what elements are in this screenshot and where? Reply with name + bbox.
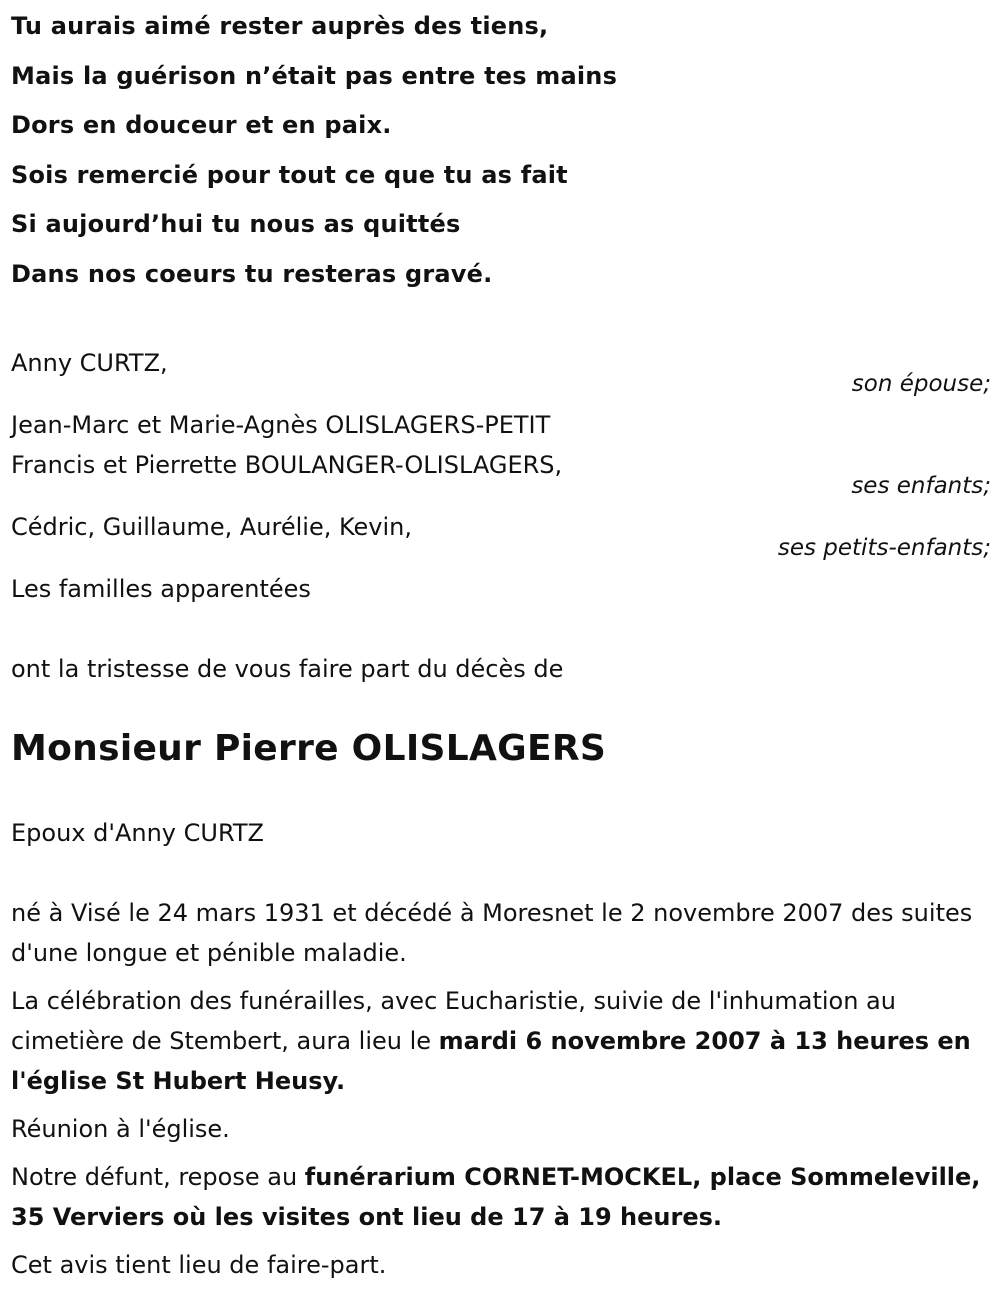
poem-line: Si aujourd’hui tu nous as quittés: [11, 210, 461, 239]
child-line: Jean-Marc et Marie-Agnès OLISLAGERS-PETIT: [11, 410, 551, 439]
repose-details: funérarium CORNET-MOCKEL, place Sommeleville, 35 Verviers où les visites ont lieu de 17 à 19 heures.: [11, 1162, 981, 1231]
repose-text: Notre défunt, repose au: [11, 1162, 305, 1191]
poem-line: Sois remercié pour tout ce que tu as fait: [11, 160, 568, 189]
spouse-line: Epoux d'Anny CURTZ: [11, 818, 264, 847]
poem-line: Tu aurais aimé rester auprès des tiens,: [11, 12, 549, 40]
deceased-name: Monsieur Pierre OLISLAGERS: [11, 727, 607, 769]
funeral-text: La célébration des funérailles, avec Eucharistie, suivie de l'inhumation au cimetière de Stembert, aura lieu le: [11, 986, 896, 1055]
meeting-paragraph: Réunion à l'église.: [11, 1114, 230, 1143]
grandchildren-role: ses petits-enfants;: [777, 534, 991, 561]
obituary-notice: [11, 0, 991, 1285]
spouse-name: Anny CURTZ,: [11, 348, 168, 377]
poem: [11, 0, 991, 300]
poem-line: Dans nos coeurs tu resteras gravé.: [11, 259, 493, 288]
child-line: Francis et Pierrette BOULANGER-OLISLAGERS,: [11, 450, 563, 479]
poem-line: Dors en douceur et en paix.: [11, 111, 392, 140]
announcement: ont la tristesse de vous faire part du décès de: [11, 654, 564, 683]
relatives-line: Les familles apparentées: [11, 574, 311, 603]
birth-death-paragraph: né à Visé le 24 mars 1931 et décédé à Moresnet le 2 novembre 2007 des suites d'une longue et pénible maladie.: [11, 898, 973, 967]
children-role: ses enfants;: [851, 472, 991, 499]
poem-line: Mais la guérison n’était pas entre tes mains: [11, 61, 618, 90]
spouse-role: son épouse;: [851, 370, 991, 397]
repose-paragraph: [11, 1157, 991, 1237]
closing-paragraph: Cet avis tient lieu de faire-part.: [11, 1250, 387, 1279]
family-list: [11, 343, 991, 609]
funeral-details: mardi 6 novembre 2007 à 13 heures en l'église St Hubert Heusy.: [11, 1026, 971, 1095]
funeral-paragraph: [11, 981, 991, 1101]
grandchildren-line: Cédric, Guillaume, Aurélie, Kevin,: [11, 512, 412, 541]
